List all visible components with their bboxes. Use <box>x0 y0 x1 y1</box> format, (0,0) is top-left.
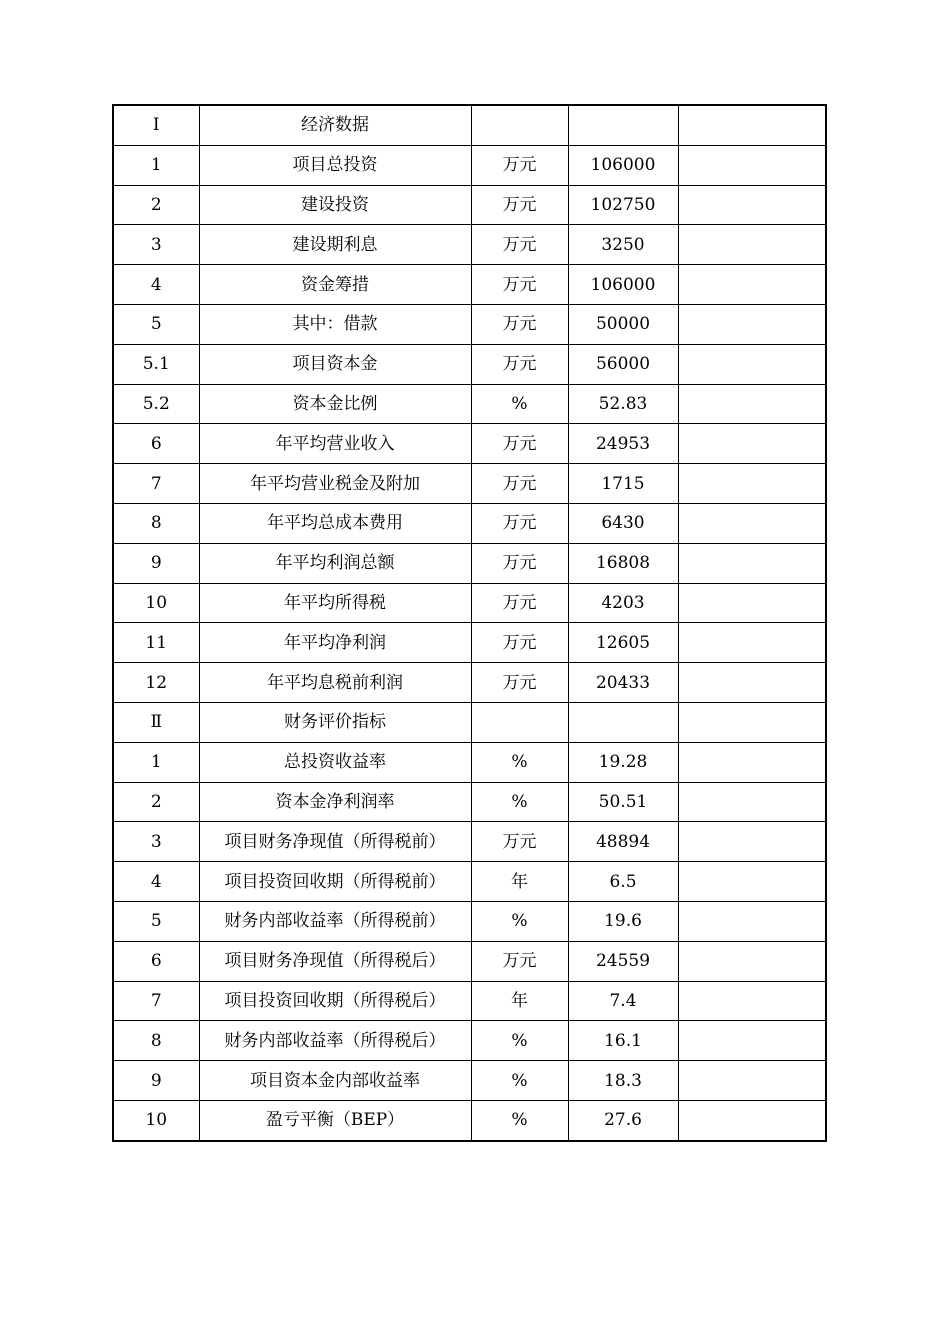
table-row <box>113 424 826 464</box>
table-row <box>113 901 826 941</box>
row-number: 6 <box>113 941 199 981</box>
note-cell <box>678 384 826 424</box>
row-number: 2 <box>113 782 199 822</box>
value-cell: 50.51 <box>568 782 678 822</box>
row-number: 1 <box>113 145 199 185</box>
item-name: 项目资本金 <box>199 344 471 384</box>
table-row <box>113 304 826 344</box>
unit-cell: 年 <box>471 981 568 1021</box>
note-cell <box>678 105 826 145</box>
unit-cell: % <box>471 901 568 941</box>
unit-cell: % <box>471 782 568 822</box>
note-cell <box>678 782 826 822</box>
section-number: Ⅱ <box>113 702 199 742</box>
row-number: 8 <box>113 1021 199 1061</box>
table-row <box>113 265 826 305</box>
note-cell <box>678 822 826 862</box>
unit-cell: 万元 <box>471 265 568 305</box>
value-cell <box>568 105 678 145</box>
value-cell: 19.28 <box>568 742 678 782</box>
item-name: 建设投资 <box>199 185 471 225</box>
table-body <box>113 105 826 1141</box>
value-cell: 7.4 <box>568 981 678 1021</box>
table-row <box>113 941 826 981</box>
note-cell <box>678 265 826 305</box>
item-name: 项目总投资 <box>199 145 471 185</box>
section-title: 财务评价指标 <box>199 702 471 742</box>
table-row <box>113 464 826 504</box>
note-cell <box>678 901 826 941</box>
table-row <box>113 862 826 902</box>
item-name: 项目投资回收期（所得税后） <box>199 981 471 1021</box>
note-cell <box>678 663 826 703</box>
value-cell: 6430 <box>568 503 678 543</box>
unit-cell: 万元 <box>471 464 568 504</box>
row-number: 10 <box>113 583 199 623</box>
unit-cell: 万元 <box>471 663 568 703</box>
value-cell: 106000 <box>568 145 678 185</box>
unit-cell: % <box>471 1100 568 1140</box>
unit-cell: 万元 <box>471 941 568 981</box>
table-row <box>113 782 826 822</box>
item-name: 年平均营业税金及附加 <box>199 464 471 504</box>
row-number: 4 <box>113 862 199 902</box>
value-cell: 20433 <box>568 663 678 703</box>
table-row <box>113 344 826 384</box>
table-row <box>113 742 826 782</box>
row-number: 9 <box>113 1061 199 1101</box>
row-number: 7 <box>113 464 199 504</box>
unit-cell <box>471 702 568 742</box>
note-cell <box>678 583 826 623</box>
row-number: 2 <box>113 185 199 225</box>
table-row <box>113 543 826 583</box>
item-name: 盈亏平衡（BEP） <box>199 1100 471 1140</box>
unit-cell: % <box>471 384 568 424</box>
item-name: 项目财务净现值（所得税前） <box>199 822 471 862</box>
item-name: 年平均息税前利润 <box>199 663 471 703</box>
value-cell: 48894 <box>568 822 678 862</box>
row-number: 3 <box>113 225 199 265</box>
item-name: 项目资本金内部收益率 <box>199 1061 471 1101</box>
section-header-row <box>113 702 826 742</box>
unit-cell: 万元 <box>471 145 568 185</box>
row-number: 7 <box>113 981 199 1021</box>
table-row <box>113 384 826 424</box>
unit-cell: 万元 <box>471 623 568 663</box>
item-name: 建设期利息 <box>199 225 471 265</box>
value-cell: 6.5 <box>568 862 678 902</box>
section-number: Ⅰ <box>113 105 199 145</box>
row-number: 10 <box>113 1100 199 1140</box>
value-cell <box>568 702 678 742</box>
row-number: 5 <box>113 901 199 941</box>
unit-cell: % <box>471 1061 568 1101</box>
item-name: 年平均利润总额 <box>199 543 471 583</box>
note-cell <box>678 145 826 185</box>
value-cell: 27.6 <box>568 1100 678 1140</box>
unit-cell: 万元 <box>471 185 568 225</box>
table-row <box>113 981 826 1021</box>
table-row <box>113 1021 826 1061</box>
table-row <box>113 623 826 663</box>
unit-cell: 万元 <box>471 543 568 583</box>
item-name: 资本金比例 <box>199 384 471 424</box>
note-cell <box>678 1061 826 1101</box>
row-number: 12 <box>113 663 199 703</box>
note-cell <box>678 503 826 543</box>
note-cell <box>678 623 826 663</box>
item-name: 资本金净利润率 <box>199 782 471 822</box>
row-number: 5 <box>113 304 199 344</box>
note-cell <box>678 1100 826 1140</box>
item-name: 年平均营业收入 <box>199 424 471 464</box>
table-row <box>113 583 826 623</box>
table-row <box>113 1100 826 1140</box>
item-name: 总投资收益率 <box>199 742 471 782</box>
unit-cell: 万元 <box>471 583 568 623</box>
table-row <box>113 1061 826 1101</box>
note-cell <box>678 543 826 583</box>
value-cell: 3250 <box>568 225 678 265</box>
value-cell: 18.3 <box>568 1061 678 1101</box>
financial-indicators-table <box>112 104 827 1142</box>
note-cell <box>678 1021 826 1061</box>
unit-cell: 万元 <box>471 344 568 384</box>
row-number: 3 <box>113 822 199 862</box>
note-cell <box>678 464 826 504</box>
row-number: 4 <box>113 265 199 305</box>
value-cell: 102750 <box>568 185 678 225</box>
row-number: 6 <box>113 424 199 464</box>
item-name: 年平均所得税 <box>199 583 471 623</box>
row-number: 9 <box>113 543 199 583</box>
note-cell <box>678 862 826 902</box>
value-cell: 1715 <box>568 464 678 504</box>
unit-cell: 万元 <box>471 822 568 862</box>
row-number: 1 <box>113 742 199 782</box>
row-number: 11 <box>113 623 199 663</box>
item-name: 财务内部收益率（所得税后） <box>199 1021 471 1061</box>
note-cell <box>678 424 826 464</box>
note-cell <box>678 225 826 265</box>
table-row <box>113 145 826 185</box>
value-cell: 12605 <box>568 623 678 663</box>
unit-cell: 年 <box>471 862 568 902</box>
unit-cell <box>471 105 568 145</box>
value-cell: 4203 <box>568 583 678 623</box>
value-cell: 19.6 <box>568 901 678 941</box>
value-cell: 56000 <box>568 344 678 384</box>
item-name: 财务内部收益率（所得税前） <box>199 901 471 941</box>
row-number: 5.1 <box>113 344 199 384</box>
item-name: 年平均净利润 <box>199 623 471 663</box>
unit-cell: 万元 <box>471 424 568 464</box>
value-cell: 24559 <box>568 941 678 981</box>
note-cell <box>678 304 826 344</box>
note-cell <box>678 344 826 384</box>
item-name: 资金筹措 <box>199 265 471 305</box>
value-cell: 106000 <box>568 265 678 305</box>
note-cell <box>678 185 826 225</box>
unit-cell: 万元 <box>471 225 568 265</box>
section-header-row <box>113 105 826 145</box>
unit-cell: 万元 <box>471 304 568 344</box>
table-row <box>113 822 826 862</box>
value-cell: 50000 <box>568 304 678 344</box>
unit-cell: % <box>471 742 568 782</box>
table-row <box>113 225 826 265</box>
note-cell <box>678 941 826 981</box>
value-cell: 16.1 <box>568 1021 678 1061</box>
item-name: 其中：借款 <box>199 304 471 344</box>
note-cell <box>678 742 826 782</box>
value-cell: 52.83 <box>568 384 678 424</box>
note-cell <box>678 702 826 742</box>
row-number: 5.2 <box>113 384 199 424</box>
value-cell: 24953 <box>568 424 678 464</box>
section-title: 经济数据 <box>199 105 471 145</box>
table-row <box>113 503 826 543</box>
item-name: 年平均总成本费用 <box>199 503 471 543</box>
row-number: 8 <box>113 503 199 543</box>
item-name: 项目投资回收期（所得税前） <box>199 862 471 902</box>
table-row <box>113 663 826 703</box>
item-name: 项目财务净现值（所得税后） <box>199 941 471 981</box>
value-cell: 16808 <box>568 543 678 583</box>
unit-cell: % <box>471 1021 568 1061</box>
table-row <box>113 185 826 225</box>
note-cell <box>678 981 826 1021</box>
unit-cell: 万元 <box>471 503 568 543</box>
